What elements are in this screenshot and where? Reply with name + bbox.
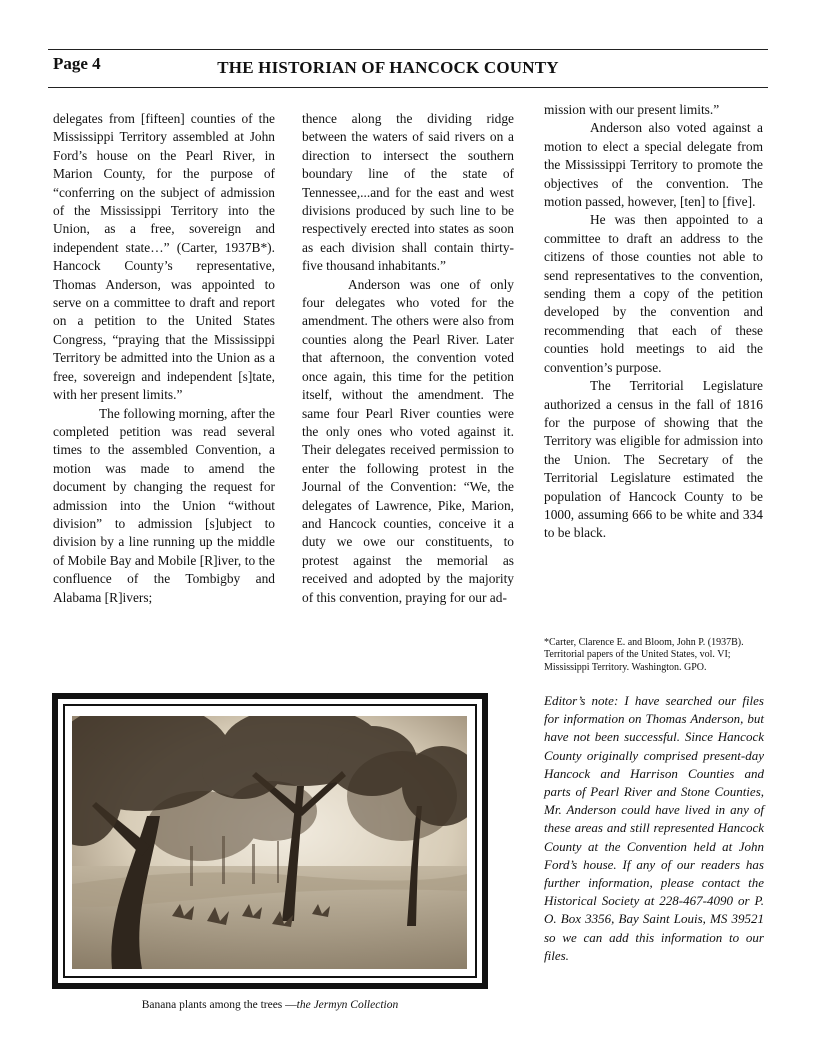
caption-credit: the Jermyn Collection [296, 999, 399, 1011]
citation-footnote: *Carter, Clarence E. and Bloom, John P. (1937B). Territorial papers of the United States, vol. VI; Mississippi Territory. Washington. GPO. [544, 637, 744, 673]
header-top-rule [48, 49, 768, 50]
paragraph: The following morning, after the completed petition was read several times to the assembled Convention, a motion was made to amend the document by changing the request for admission into the Union “without division” to admission [s]ubject to division by a line running up the middle of Mobile Bay and Mobile [R]iver, to the confluence of the Tombigby and Alabama [R]ivers; [53, 405, 275, 605]
paragraph: delegates from [fifteen] counties of the Mississippi Territory assembled at John Ford’s house on the Pearl River, in Marion County, for the purpose of “conferring on the subject of admission of the Mississippi Territory into the Union, as a free, sovereign and independent state…” (Carter, 1937B*). Hancock County’s representative, Thomas Anderson, was appointed to serve on a committee to draft and report on a petition to the United States Congress, “praying that the Mississippi Territory be admitted into the Union as a free, sovereign and independent [s]tate, with her present limits.” [53, 111, 275, 403]
tree-photo-illustration [72, 716, 467, 969]
paragraph: The Territorial Legislature authorized a census in the fall of 1816 for the purpose of showing that the Territory was eligible for admission into the Union. The Secretary of the Territorial Legislature estimated the population of Hancock County to be 1000, assuming 666 to be white and 334 to be black. [544, 378, 763, 541]
paragraph: mission with our present limits.” [544, 102, 720, 117]
photo-caption [52, 999, 488, 1011]
article-column-3 [544, 101, 763, 543]
article-column-2 [302, 110, 514, 607]
historic-photo [72, 716, 467, 969]
paragraph: Anderson was one of only four delegates who voted for the amendment. The others were also from counties along the Pearl River. Later that afternoon, the convention voted once again, this time for the petition itself, without the amendment. The same four Pearl River counties were the only ones who voted against it. Their delegates received permission to enter the following protest in the Journal of the Convention: “We, the delegates of Lawrence, Pike, Marion, and Hancock counties, conceive it a duty we owe our constituents, to protest against the memorial as received and adopted by the majority of this convention, praying for our ad- [302, 276, 514, 605]
caption-text: Banana plants among the trees — [141, 999, 297, 1011]
paragraph: He was then appointed to a committee to draft an address to the citizens of those counties not able to send representatives to the convention, sending them a copy of the petition developed by the convention and recommending that each of these counties hold meetings to aid the convention’s purpose. [544, 212, 763, 375]
header-bottom-rule [48, 87, 768, 88]
paragraph: thence along the dividing ridge between the waters of said rivers on a direction to intersect the southern boundary line of the state of Tennessee,...and for the east and west divisions produced by such line to be respectively erected into states as soon as each division shall contain thirty-five thousand inhabitants.” [302, 111, 514, 274]
photo-frame [52, 693, 488, 989]
paragraph: Anderson also voted against a motion to elect a special delegate from the Mississippi Territory to promote the objectives of the convention. The motion passed, however, [ten] to [five]. [544, 120, 763, 210]
masthead-title: THE HISTORIAN OF HANCOCK COUNTY [217, 58, 559, 77]
editors-note: Editor’s note: I have searched our files for information on Thomas Anderson, but have not been successful. Since Hancock County originally comprised present-day Hancock and Harrison Counties and parts of Pearl River and Stone Counties, Mr. Anderson could have lived in any of these areas and still represented Hancock County at the Convention held at John Ford’s house. If any of our readers has further information, please contact the Historical Society at 228-467-4090 or P. O. Box 3356, Bay Saint Louis, MS 39521 so we can add this information to our files. [544, 693, 764, 963]
page-number: Page 4 [53, 54, 101, 73]
article-column-1 [53, 110, 275, 607]
